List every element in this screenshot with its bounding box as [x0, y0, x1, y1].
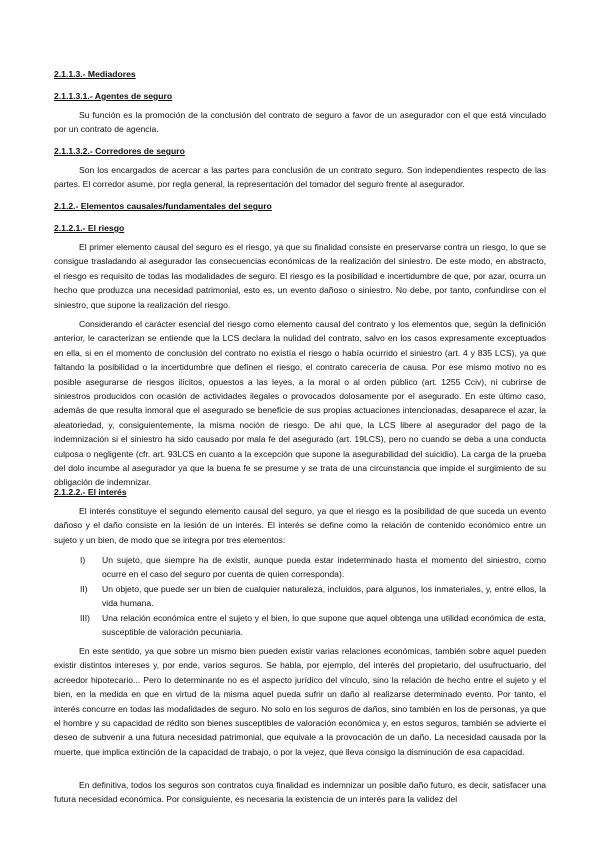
heading-elementos-causales: 2.1.2.- Elementos causales/fundamentales del seguro — [54, 201, 272, 211]
paragraph-riesgo-2: Considerando el carácter esencial del riesgo como elemento causal del contrato y los elementos que, según la definición anterior, le caracterizan se entiende que la LCS declara la nulidad del contrato, salvo en los casos expresamente exceptuados en ella, si en el momento de conclusión del contrato no existía el riesgo o había ocurrido el siniestro (art. 4 y 835 LCS), ya que faltando la posibilidad o la incertidumbre que definen el riesgo, el contrato carecería de causa. Por ese mismo motivo no es posible asegurarse de riesgos ilícitos, opuestos a las leyes, a la moral o al orden público (art. 1255 Cciv), ni cubrirse de siniestros producidos con ocasión de actividades ilegales o provocados dolosamente por el asegurado. En este último caso, además de que resulta inmoral que el asegurado se beneficie de sus propias actuaciones intencionadas, desaparece el azar, la aleatoriedad, y, consiguientemente, la misma noción de riesgo. De ahí que, la LCS libere al asegurador del pago de la indemnización si el siniestro ha sido causado por mala fe del asegurado (art. 19LCS), pero no cuando se deba a una conducta culposa o negligente (cfr. art. 93LCS en cuanto a la excepción que supone la asegurabilidad del suicidio). La carga de la prueba del dolo incumbe al asegurador ya que la buena fe se presume y se trata de una circunstancia que impide el surgimiento de su obligación de indemnizar. — [54, 319, 546, 488]
list-item — [80, 582, 546, 611]
heading-el-riesgo: 2.1.2.1.- El riesgo — [54, 223, 125, 233]
paragraph-interes-2: En este sentido, ya que sobre un mismo bien pueden existir varias relaciones económicas, también sobre aquel pueden existir distintos intereses y, por ende, varios seguros. Se habla, por ejemplo, del interés del propietario, del usufructuario, del acreedor hipotecario... Pero lo determinante no es el aspecto jurídico del vínculo, sino la relación de hecho entre el sujeto y el bien, en la medida en que en virtud de la misma aquel pueda sufrir un daño al realizarse determinado evento. Por tanto, el interés concurre en todas las modalidades de seguro. No solo en los seguros de daños, sino también en los de personas, ya que el hombre y su capacidad de rédito son bienes susceptibles de valoración económica y, en estos seguros, también se advierte el deseo de subvenir a una futura necesidad patrimonial, que equivale a la provocación de un daño. La necesidad causada por la muerte, que implica extinción de la capacidad de trabajo, o por la vejez, que lleva consigo la disminución de esa capacidad. — [54, 646, 546, 757]
list-item-text: Una relación económica entre el sujeto y el bien, lo que supone que aquel obtenga una utilidad económica de esta, susceptible de valoración pecuniaria. — [102, 613, 546, 638]
heading-el-interes: 2.1.2.2.- El interés — [54, 487, 127, 497]
list-item-text: Un sujeto, que siempre ha de existir, aunque pueda estar indeterminado hasta el momento del siniestro, como ocurre en el caso del seguro por cuenta de quien corresponda). — [102, 555, 546, 580]
list-item-number: III) — [80, 613, 91, 623]
heading-mediadores: 2.1.1.3.- Mediadores — [54, 69, 136, 79]
list-item-text: Un objeto, que puede ser un bien de cualquier naturaleza, incluidos, para algunos, los inmateriales, y, entre ellos, la vida humana. — [102, 584, 546, 609]
heading-corredores-de-seguro: 2.1.1.3.2.- Corredores de seguro — [54, 146, 185, 156]
paragraph-corredores: Son los encargados de acercar a las partes para conclusión de un contrato seguro. Son independientes respecto de las partes. El corredor asume, por regla general, la representación del tomador del seguro frente al asegurador. — [54, 165, 546, 190]
paragraph-riesgo-1: El primer elemento causal del seguro es el riesgo, ya que su finalidad consiste en preservarse contra un riesgo, lo que se consigue trasladando al asegurador las consecuencias económicas de la realización del siniestro. De este modo, en abstracto, el riesgo es requisito de todas las modalidades de seguro. El riesgo es la posibilidad e incertidumbre de que, por azar, ocurra un hecho que produzca una necesidad patrimonial, esto es, un evento dañoso o siniestro. No debe, por tanto, confundirse con el siniestro, que supone la realización del riesgo. — [54, 242, 546, 310]
list-item-number: II) — [80, 584, 88, 594]
paragraph-agentes: Su función es la promoción de la conclusión del contrato de seguro a favor de un asegurador con el que está vinculado por un contrato de agencia. — [54, 110, 546, 135]
heading-agentes-de-seguro: 2.1.1.3.1.- Agentes de seguro — [54, 91, 173, 101]
list-item — [80, 611, 546, 640]
list-item-number: I) — [80, 555, 86, 565]
paragraph-interes-3: En definitiva, todos los seguros son contratos cuya finalidad es indemnizar un posible daño futuro, es decir, satisfacer una futura necesidad económica. Por consiguiente, es necesaria la existencia de un interés para la validez del — [54, 780, 546, 805]
paragraph-interes-1: El interés constituye el segundo elemento causal del seguro, ya que el riesgo es la posibilidad de que suceda un evento dañoso y el daño consiste en la lesión de un interés. El interés se define como la relación de contenido económico entre un sujeto y un bien, de modo que se integra por tres elementos: — [54, 506, 546, 545]
list-item — [80, 553, 546, 582]
